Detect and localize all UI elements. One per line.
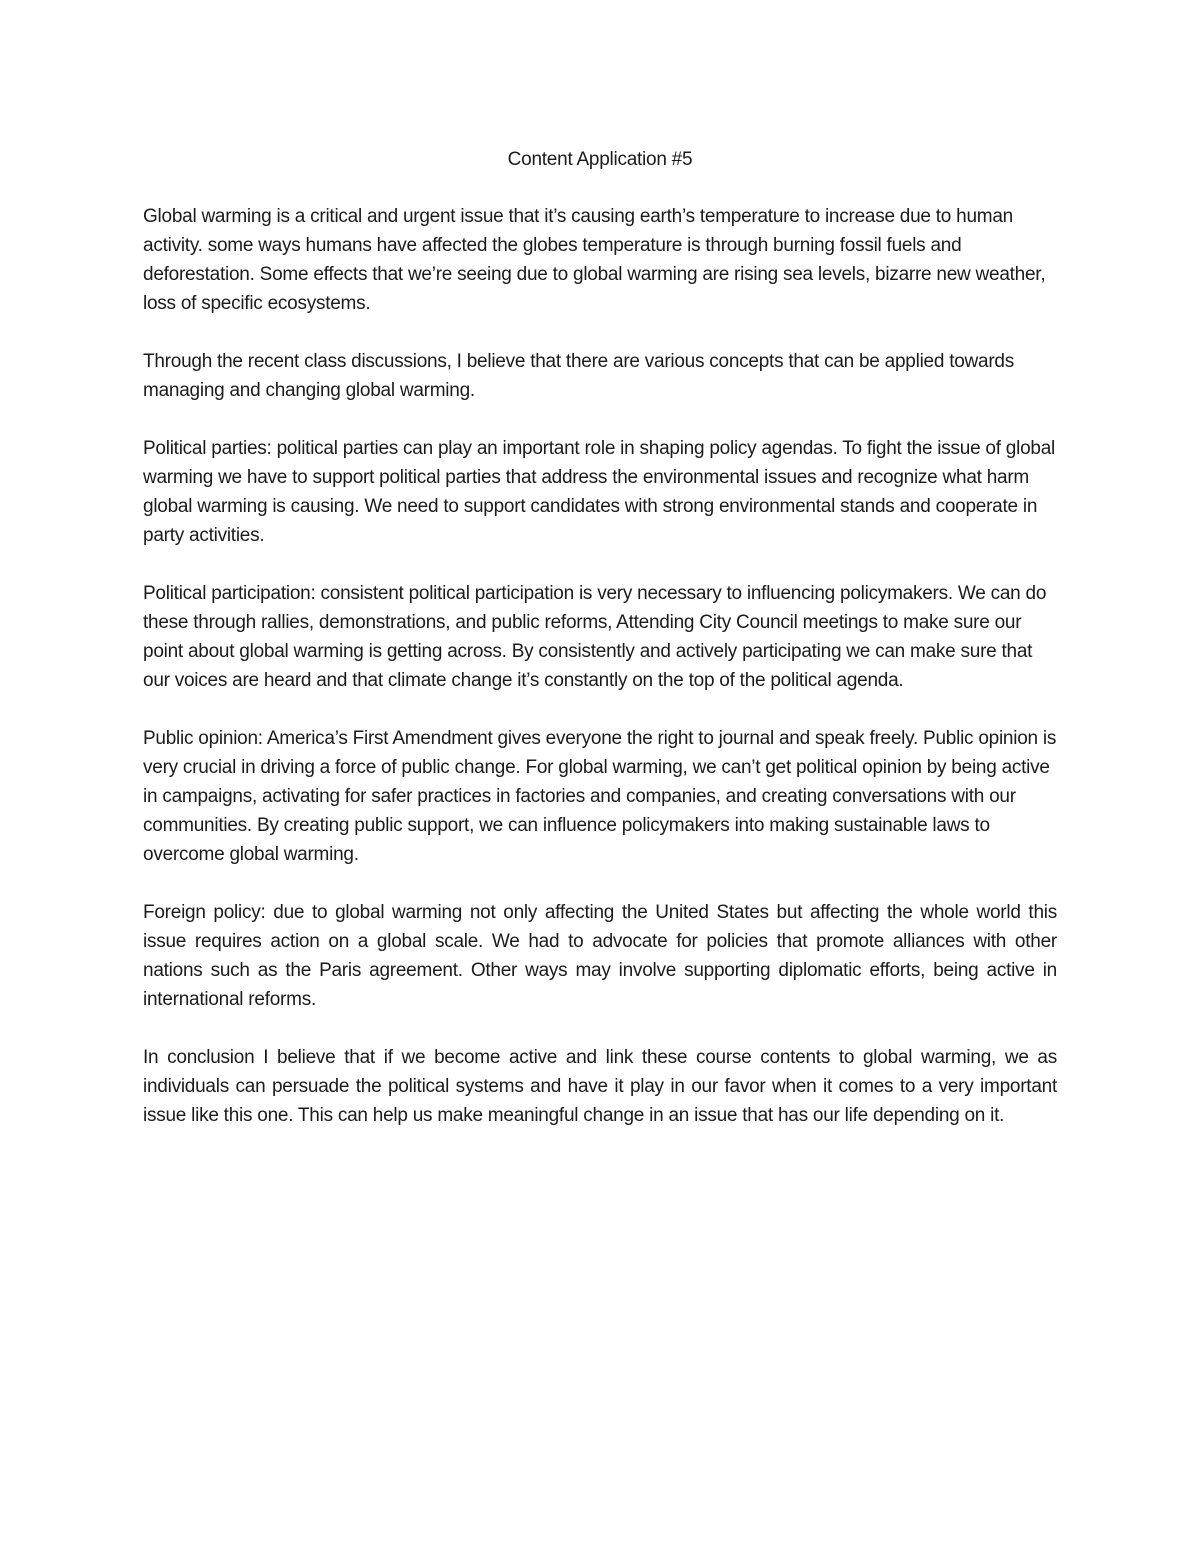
paragraph-conclusion: In conclusion I believe that if we become active and link these course contents to global warming, we as individuals can persuade the political systems and have it play in our favor when it comes to a very important issue like this one. This can help us make meaningful change in an issue that has our life depending on it. [143,1047,1057,1126]
paragraph-political-parties: Political parties: political parties can play an important role in shaping policy agendas. To fight the issue of global warming we have to support political parties that address the environmental issues and recognize what harm global warming is causing. We need to support candidates with strong environmental stands and cooperate in party activities. [143,438,1056,546]
paragraph-foreign-policy: Foreign policy: due to global warming not only affecting the United States but affecting the whole world this issue requires action on a global scale. We had to advocate for policies that promote alliances with other nations such as the Paris agreement. Other ways may involve supporting diplomatic efforts, being active in international reforms. [143,902,1057,1010]
paragraph-public-opinion: Public opinion: America’s First Amendment gives everyone the right to journal and speak freely. Public opinion is very crucial in driving a force of public change. For global warming, we can’t get political opinion by being active in campaigns, activating for safer practices in factories and companies, and creating conversations with our communities. By creating public support, we can influence policymakers into making sustainable laws to overcome global warming. [143,728,1057,865]
paragraph-intro: Global warming is a critical and urgent issue that it’s causing earth’s temperature to increase due to human activity. some ways humans have affected the globes temperature is through burning fossil fuels and deforestation. Some effects that we’re seeing due to global warming are rising sea levels, bizarre new weather, loss of specific ecosystems. [143,206,1046,314]
paragraph-class-discussions: Through the recent class discussions, I believe that there are various concepts that can be applied towards managing and changing global warming. [143,351,1014,401]
paragraph-political-participation: Political participation: consistent political participation is very necessary to influencing policymakers. We can do these through rallies, demonstrations, and public reforms, Attending City Council meetings to make sure our point about global warming is getting across. By consistently and actively participating we can make sure that our voices are heard and that climate change it’s constantly on the top of the political agenda. [143,583,1047,691]
document-title: Content Application #5 [507,149,693,170]
document-body [143,202,1057,1130]
